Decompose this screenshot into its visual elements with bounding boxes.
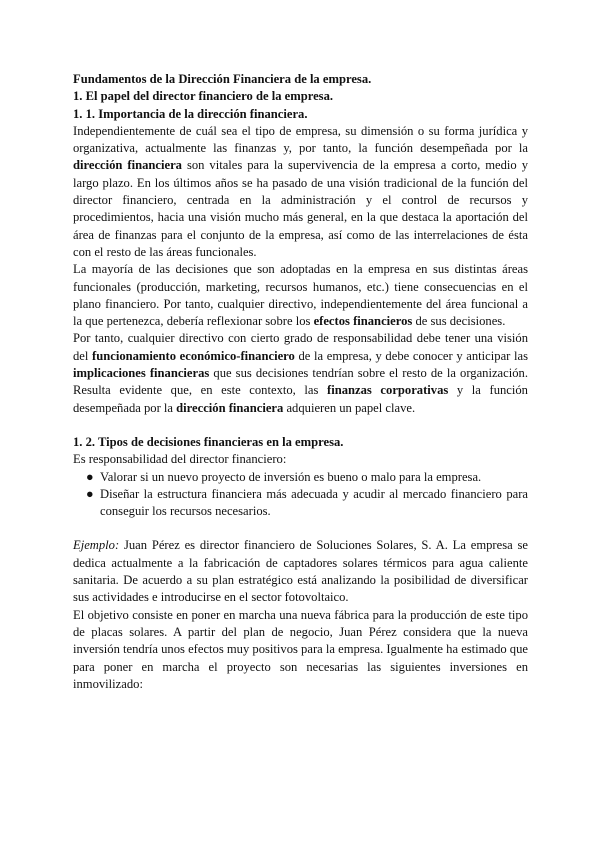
document-page xyxy=(73,71,528,693)
bold-term: dirección financiera xyxy=(176,400,284,415)
paragraph-importance xyxy=(73,123,528,261)
spacer xyxy=(73,417,528,434)
text-run: y la función desempeñada por la xyxy=(73,383,528,415)
text-run: de la empresa, y debe conocer y anticipar las xyxy=(294,348,528,363)
subsection-1-1-heading: 1. 1. Importancia de la dirección financiera. xyxy=(73,106,308,121)
text-run: adquieren un papel clave. xyxy=(283,400,416,415)
list-item xyxy=(73,486,528,521)
text-run: La mayoría de las decisiones que son adoptadas en la empresa en sus distintas áreas funcionales (producción, marketing, recursos humanos, etc.) tiene consecuencias en el plano financiero. Por tanto, cualquier directivo, independientemente del área funcional a la que pertenezca, debería reflexionar sobre los xyxy=(73,262,528,329)
bold-term: dirección financiera xyxy=(73,158,182,173)
paragraph-example xyxy=(73,537,528,606)
list-item-text: Valorar si un nuevo proyecto de inversión es bueno o malo para la empresa. xyxy=(100,469,482,484)
bold-term: finanzas corporativas xyxy=(327,383,449,398)
text-run: Juan Pérez es director financiero de Soluciones Solares, S. A. La empresa se dedica actualmente a la fabricación de captadores solares térmicos para agua caliente sanitaria. De acuerdo a su plan estratégico está analizando la posibilidad de diversificar sus actividades e introducirse en el sector fotovoltaico. xyxy=(73,538,528,605)
section-1-heading: 1. El papel del director financiero de la empresa. xyxy=(73,89,334,104)
text-run: de sus decisiones. xyxy=(412,314,506,329)
list-item-text: Diseñar la estructura financiera más adecuada y acudir al mercado financiero para conseguir los recursos necesarios. xyxy=(100,486,528,519)
paragraph-objective: El objetivo consiste en poner en marcha una nueva fábrica para la producción de este tipo de placas solares. A partir del plan de negocio, Juan Pérez considera que la nueva inversión tendría unos efectos muy positivos para la empresa. Igualmente ha estimado que para poner en marcha el proyecto son necesarias las siguientes inversiones en inmovilizado: xyxy=(73,607,528,691)
text-run: son vitales para la supervivencia de la empresa a corto, medio y largo plazo. En los últimos años se ha pasado de una visión tradicional de la función del director financiero, centrada en la administración y el control de recursos y procedimientos, hacia una visión mucho más general, en la que destaca la aportación del área de finanzas para el conjunto de la empresa, así como de las interrelaciones de ésta con el resto de las áreas funcionales. xyxy=(73,158,528,259)
bold-term: implicaciones financieras xyxy=(73,366,210,381)
bullet-icon: ● xyxy=(86,469,94,484)
text-run: Independientemente de cuál sea el tipo de empresa, su dimensión o su forma jurídica y organizativa, actualmente las finanzas y, por tanto, la función desempeñada por la xyxy=(73,123,528,156)
text-run: Por tanto, cualquier directivo con cierto grado de responsabilidad debe tener una visión del xyxy=(73,331,528,363)
paragraph-responsibility-intro: Es responsabilidad del director financiero: xyxy=(73,452,287,467)
responsibility-list xyxy=(73,469,528,521)
list-item xyxy=(73,469,528,486)
bullet-icon: ● xyxy=(86,486,94,501)
paragraph-responsibility xyxy=(73,330,528,416)
spacer xyxy=(73,520,528,537)
text-run: que sus decisiones tendrían sobre el resto de la organización. Resulta evidente que, en este contexto, las xyxy=(73,366,528,398)
bold-term: funcionamiento económico-financiero xyxy=(92,348,295,363)
document-title: Fundamentos de la Dirección Financiera de la empresa. xyxy=(73,72,372,86)
example-label: Ejemplo: xyxy=(73,538,120,553)
subsection-1-2-heading: 1. 2. Tipos de decisiones financieras en la empresa. xyxy=(73,434,344,449)
paragraph-decisions xyxy=(73,261,528,330)
bold-term: efectos financieros xyxy=(313,314,413,329)
